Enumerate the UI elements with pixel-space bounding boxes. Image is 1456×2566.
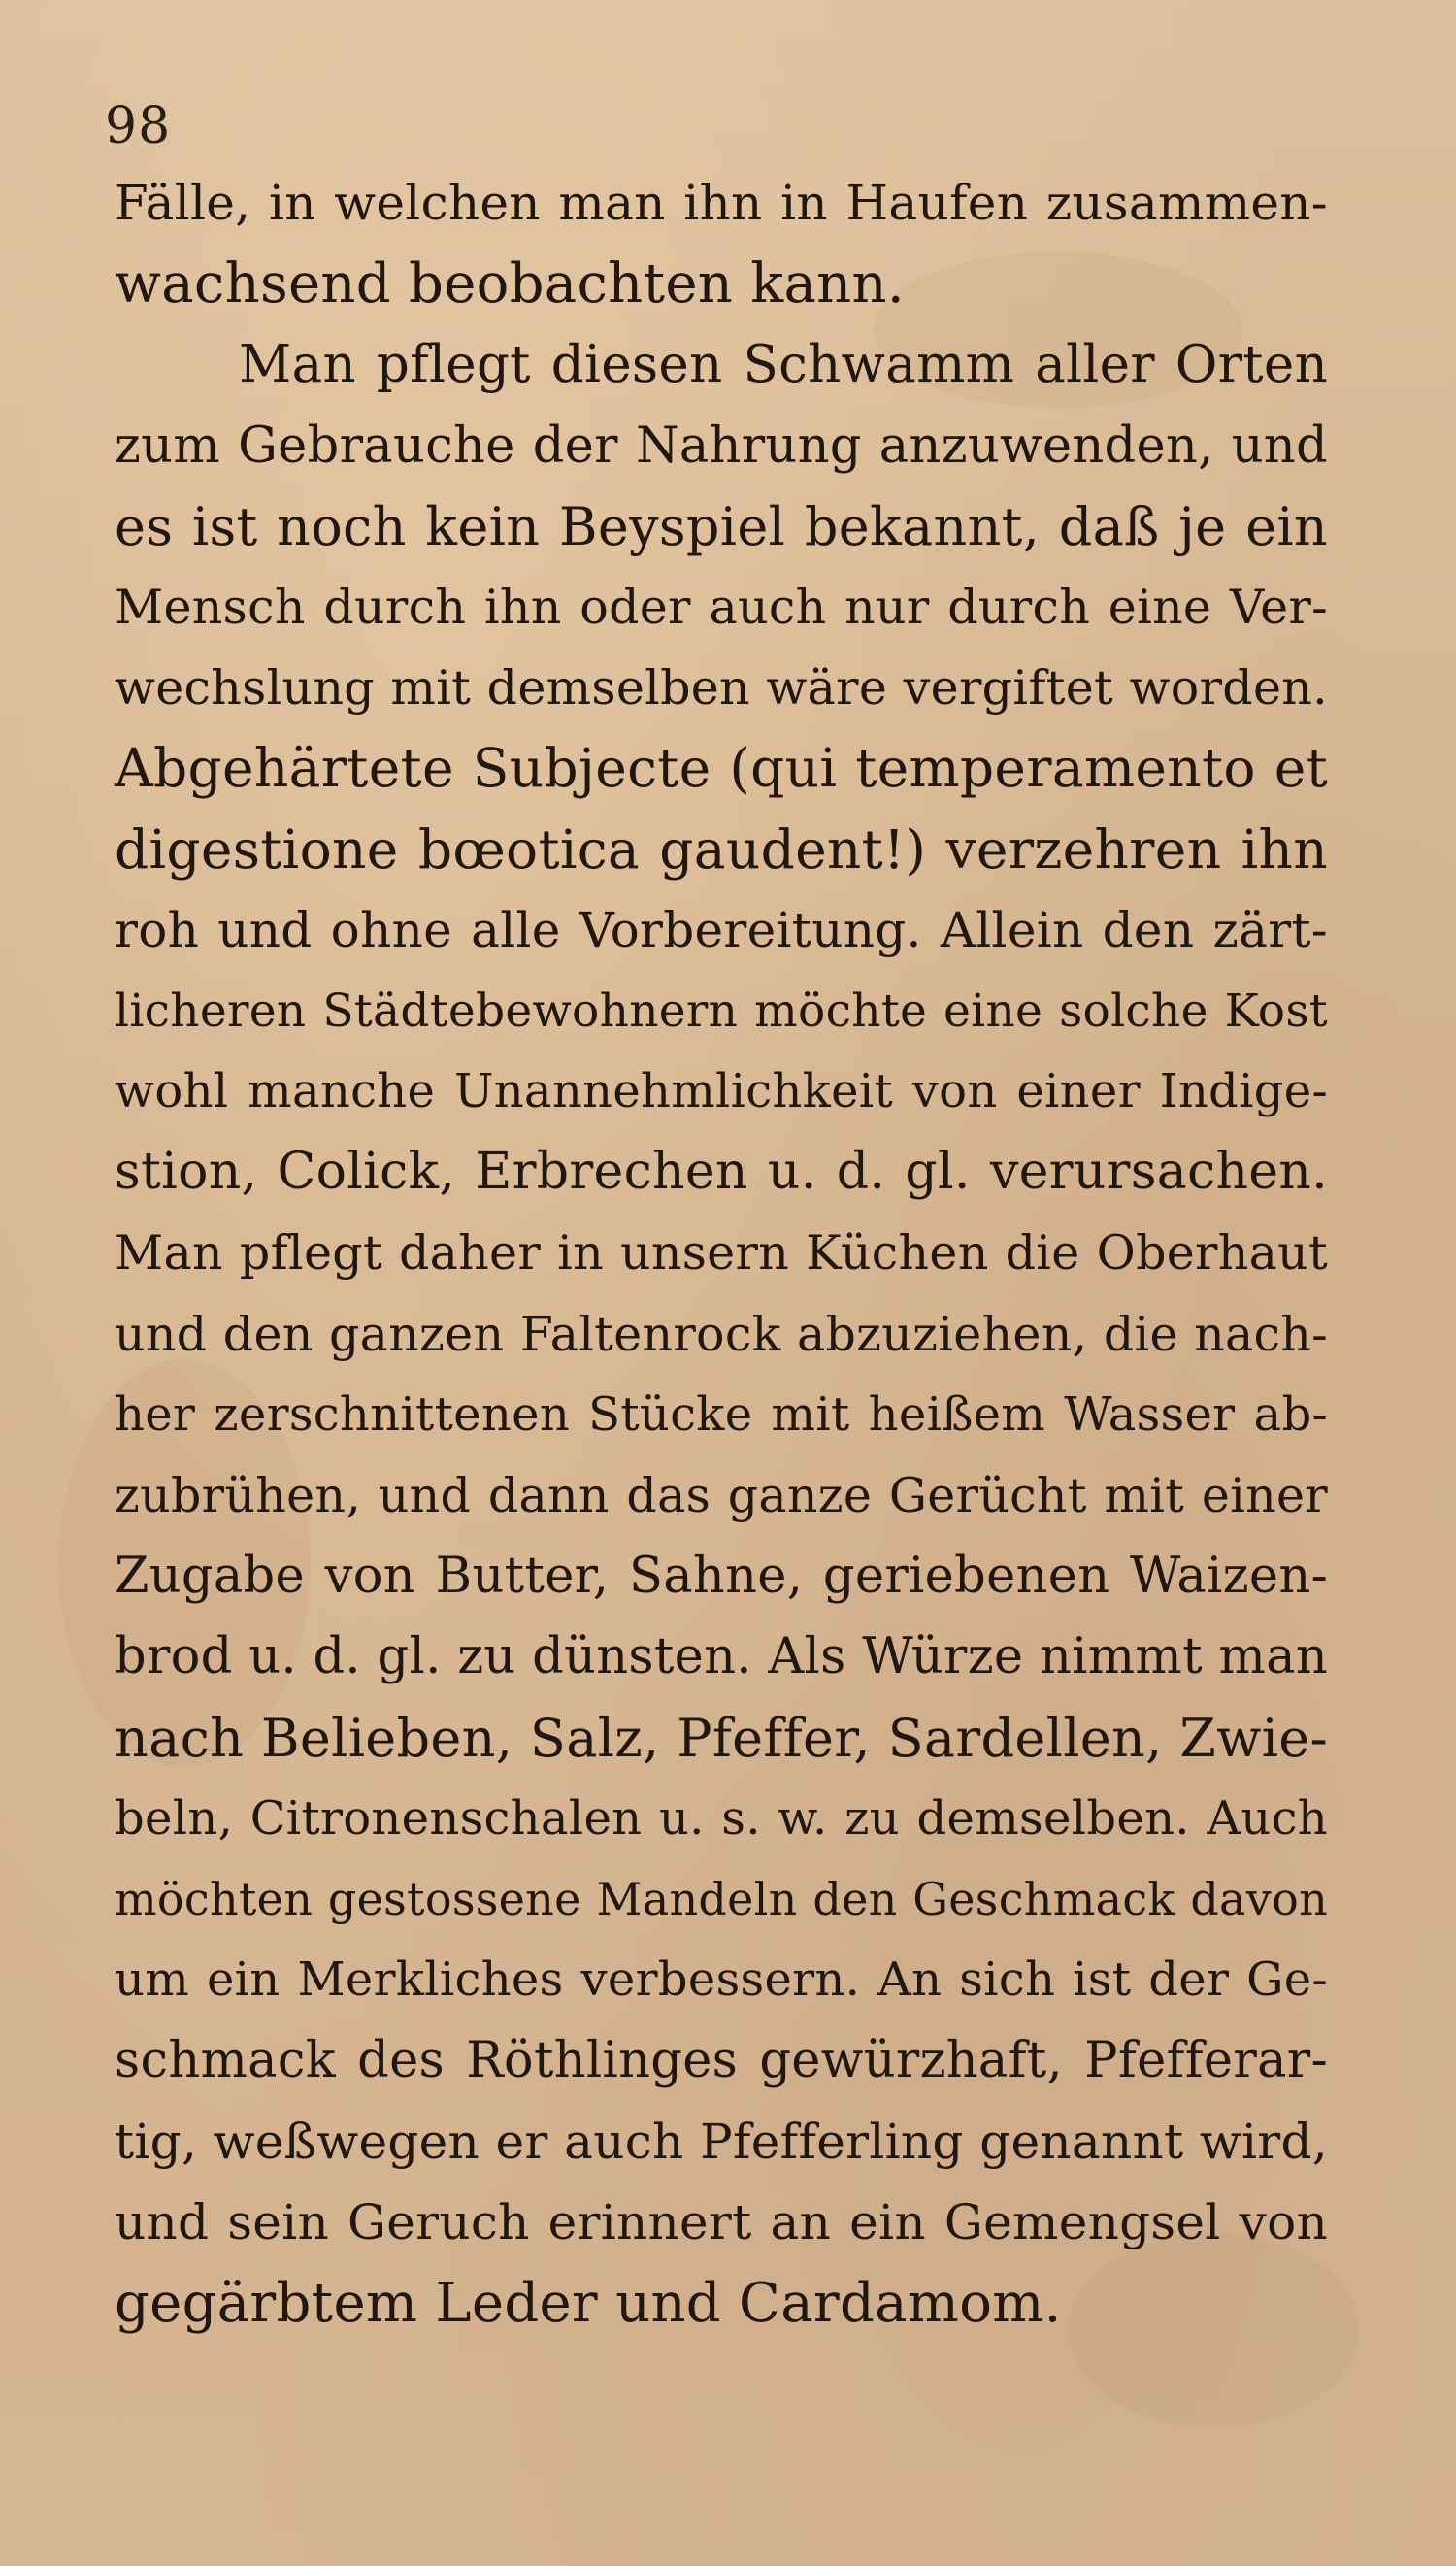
text-line: stion, Colick, Erbrechen u. d. gl. verursachen. bbox=[115, 1143, 1328, 1202]
text-line: Zugabe von Butter, Sahne, geriebenen Waizen- bbox=[115, 1548, 1328, 1606]
text-line: wechslung mit demselben wäre vergiftet worden. bbox=[115, 660, 1328, 716]
text-line: zubrühen, und dann das ganze Gerücht mit einer bbox=[115, 1468, 1328, 1523]
text-line: Fälle, in welchen man ihn in Haufen zusammen- bbox=[115, 175, 1328, 231]
text-line: wachsend beobachten kann. bbox=[115, 252, 905, 317]
text-line: und den ganzen Faltenrock abzuziehen, die nach- bbox=[115, 1306, 1328, 1362]
text-line: nach Belieben, Salz, Pfeffer, Sardellen, Zwie- bbox=[115, 1707, 1328, 1769]
page-number: 98 bbox=[105, 97, 172, 155]
text-line: möchten gestossene Mandeln den Geschmack davon bbox=[115, 1872, 1328, 1925]
text-line: Man pflegt daher in unsern Küchen die Oberhaut bbox=[115, 1225, 1328, 1282]
text-line: es ist noch kein Beyspiel bekannt, daß je ein bbox=[115, 495, 1328, 557]
text-line: brod u. d. gl. zu dünsten. Als Würze nimmt man bbox=[115, 1628, 1328, 1686]
body-text bbox=[115, 163, 1328, 2344]
text-line: schmack des Röthlinges gewürzhaft, Pfefferar- bbox=[115, 2032, 1328, 2090]
text-line: beln, Citronenschalen u. s. w. zu demselben. Auch bbox=[115, 1790, 1328, 1846]
text-line: licheren Städtebewohnern möchte eine solche Kost bbox=[115, 983, 1328, 1038]
text-line: roh und ohne alle Vorbereitung. Allein den zärt- bbox=[115, 901, 1328, 958]
text-line: digestione bœotica gaudent!) verzehren ihn bbox=[115, 817, 1328, 881]
text-line: tig, weßwegen er auch Pfefferling genannt wird, bbox=[115, 2113, 1328, 2170]
text-line: Man pflegt diesen Schwamm aller Orten bbox=[239, 335, 1328, 395]
text-line: und sein Geruch erinnert an ein Gemengsel von bbox=[115, 2193, 1328, 2250]
text-line: Abgehärtete Subjecte (qui temperamento et bbox=[115, 737, 1328, 800]
text-line: Mensch durch ihn oder auch nur durch eine Ver- bbox=[115, 579, 1328, 635]
text-line: her zerschnittenen Stücke mit heißem Wasser ab- bbox=[115, 1386, 1328, 1442]
text-line: zum Gebrauche der Nahrung anzuwenden, und bbox=[115, 417, 1328, 475]
text-line: gegärbtem Leder und Cardamom. bbox=[115, 2271, 1062, 2335]
text-line: wohl manche Unannehmlichkeit von einer Indige- bbox=[115, 1064, 1328, 1119]
text-line: um ein Merkliches verbessern. An sich ist der Ge- bbox=[115, 1952, 1328, 2008]
